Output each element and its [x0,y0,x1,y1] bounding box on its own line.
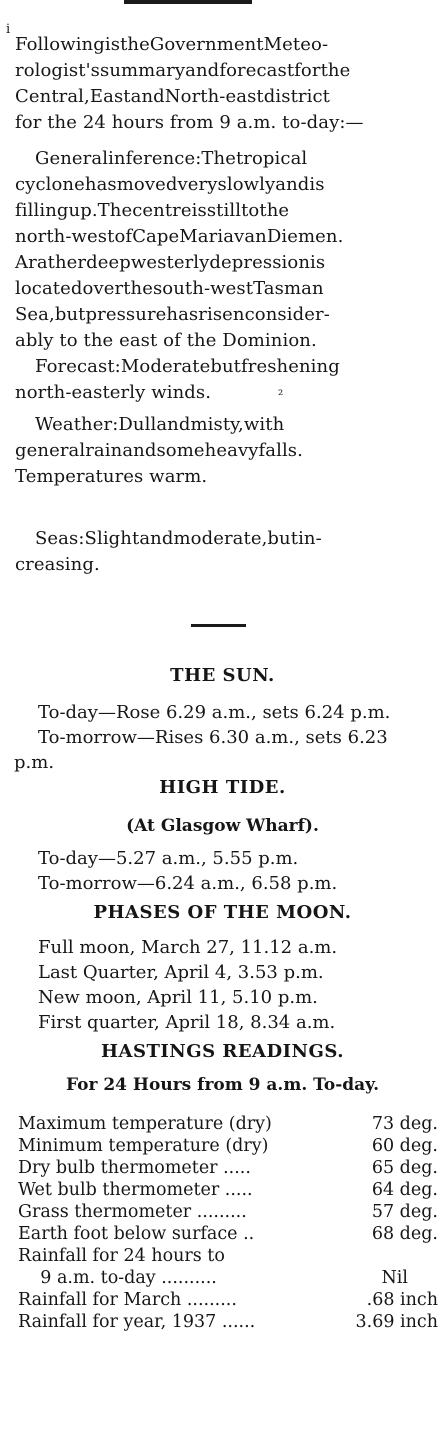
word: north-west [15,226,115,247]
word: to [241,200,260,221]
reading-row [18,1311,438,1333]
stray-mark-mid: ² [278,388,284,403]
word: rain [85,440,123,461]
weather [15,412,435,490]
word: general [15,440,86,461]
sun-line: p.m. [14,752,55,773]
reading-value: 60 deg. [371,1136,438,1156]
word: located [15,278,83,299]
hastings-period: For 24 Hours from 9 a.m. To-day. [66,1075,379,1095]
inference-line [15,276,435,302]
hastings-heading: HASTINGS READINGS. [101,1041,344,1062]
inference-line: ably to the east of the Dominion. [15,330,317,351]
word: East [89,86,131,107]
reading-row [18,1157,438,1179]
reading-label: 9 a.m. to-day .......... [18,1268,217,1288]
word: has [84,174,117,195]
word: and [275,174,310,195]
word: the [259,200,290,221]
reading-label: Rainfall for year, 1937 ...... [18,1312,256,1332]
word: summary [99,60,186,81]
word: but [54,304,86,325]
word: depression [209,252,311,273]
word: but [267,528,299,549]
sun-line: To-morrow—Rises 6.30 a.m., sets 6.23 [38,727,388,748]
word: A [15,252,29,273]
word: moved [116,174,178,195]
forecast-line [15,354,435,380]
word: van [234,226,267,247]
intro-line [15,32,435,58]
word: with [243,414,285,435]
inference-line [15,250,435,276]
word: falls. [258,440,303,461]
word: the [120,34,150,55]
word: deep [86,252,131,273]
word: and [130,86,165,107]
word: slowly [217,174,276,195]
reading-value: 64 deg. [371,1180,438,1200]
reading-row [18,1245,438,1267]
word: and [122,440,157,461]
high-tide-location: (At Glasgow Wharf). [126,816,319,836]
word: Moderate [120,356,211,377]
word: Seas: [35,528,85,549]
word: Central, [15,86,90,107]
moon-line: Full moon, March 27, 11.12 a.m. [38,937,338,958]
word: the [320,60,351,81]
word: Tasman [253,278,324,299]
word: rather [28,252,87,273]
seas-line: creasing. [15,554,100,575]
intro-line [15,58,435,84]
word: Dull [118,414,157,435]
word: The [201,148,236,169]
reading-row [18,1223,438,1245]
weather-line [15,438,435,464]
word: still [206,200,242,221]
word: filling [15,200,69,221]
inference-line [15,146,435,172]
section-divider [191,624,246,627]
seas-line [15,526,435,552]
reading-label: Earth foot below surface .. [18,1224,255,1244]
intro-line [15,84,435,110]
forecast [15,354,435,406]
word: very [177,174,218,195]
reading-row [18,1179,438,1201]
reading-row [18,1135,438,1157]
word: Following [15,34,105,55]
readings-table [18,1113,438,1333]
word: General [35,148,109,169]
word: some [156,440,205,461]
word: North-east [164,86,264,107]
forecast-intro [15,32,435,136]
inference-line [15,224,435,250]
inference-line [15,198,435,224]
moon-line: New moon, April 11, 5.10 p.m. [38,987,318,1008]
reading-label: Rainfall for March ......... [18,1290,237,1310]
word: Sea, [15,304,55,325]
reading-value: 73 deg. [371,1114,438,1134]
word: forecast [219,60,295,81]
word: is [191,200,207,221]
stray-mark-top: i [6,22,11,37]
reading-value: Nil [381,1268,408,1288]
reading-value: 57 deg. [371,1202,438,1222]
word: and [156,414,191,435]
word: and [139,528,174,549]
word: up. [68,200,98,221]
word: inference: [108,148,202,169]
word: moderate, [173,528,268,549]
intro-line: for the 24 hours from 9 a.m. to-day:— [15,112,364,133]
top-rule [124,0,252,4]
word: over [82,278,124,299]
word: Meteo- [263,34,329,55]
reading-value: .68 inch [366,1290,438,1310]
word: cyclone [15,174,85,195]
word: of [114,226,133,247]
inference-line [15,172,435,198]
word: has [166,304,199,325]
word: Weather: [35,414,119,435]
word: Government [149,34,264,55]
word: centre [132,200,192,221]
reading-value: 3.69 inch [355,1312,438,1332]
reading-label: Dry bulb thermometer ..... [18,1158,251,1178]
inference-line [15,302,435,328]
reading-label: Maximum temperature (dry) [18,1114,272,1134]
reading-value: 68 deg. [371,1224,438,1244]
word: freshening [240,356,340,377]
word: misty, [190,414,244,435]
forecast-line: north-easterly winds. [15,382,212,403]
reading-row [18,1267,438,1289]
reading-row [18,1289,438,1311]
general-inference [15,146,435,354]
word: but [210,356,241,377]
sun-heading: THE SUN. [170,665,275,686]
word: is [104,34,121,55]
seas [15,526,435,578]
sun-times [14,700,440,775]
tide-line: To-morrow—6.24 a.m., 6.58 p.m. [38,873,338,894]
word: risen [198,304,245,325]
reading-label: Minimum temperature (dry) [18,1136,269,1156]
tide-line: To-day—5.27 a.m., 5.55 p.m. [38,848,299,869]
moon-line: Last Quarter, April 4, 3.53 p.m. [38,962,324,983]
word: tropical [235,148,308,169]
word: district [263,86,330,107]
weather-line [15,412,435,438]
reading-row [18,1201,438,1223]
reading-label: Wet bulb thermometer ..... [18,1180,253,1200]
word: and [185,60,220,81]
word: heavy [204,440,259,461]
word: rologist's [15,60,100,81]
word: pressure [85,304,167,325]
word: Diemen. [266,226,344,247]
reading-row [18,1113,438,1135]
high-tide-heading: HIGH TIDE. [159,777,286,798]
sun-line: To-day—Rose 6.29 a.m., sets 6.24 p.m. [38,702,391,723]
reading-label: Rainfall for 24 hours to [18,1246,225,1266]
word: south-west [152,278,254,299]
word: Forecast: [35,356,121,377]
high-tide-times [20,846,440,896]
word: in- [298,528,322,549]
word: for [294,60,321,81]
word: Slight [84,528,140,549]
weather-line: Temperatures warm. [15,466,208,487]
word: is [309,174,325,195]
moon-line: First quarter, April 18, 8.34 a.m. [38,1012,336,1033]
word: the [123,278,153,299]
word: Cape [132,226,180,247]
word: westerly [130,252,210,273]
moon-phases [20,935,440,1035]
reading-label: Grass thermometer ......... [18,1202,247,1222]
word: consider- [244,304,330,325]
moon-heading: PHASES OF THE MOON. [93,902,352,923]
reading-value: 65 deg. [371,1158,438,1178]
word: Maria [179,226,235,247]
word: The [97,200,133,221]
word: is [310,252,326,273]
